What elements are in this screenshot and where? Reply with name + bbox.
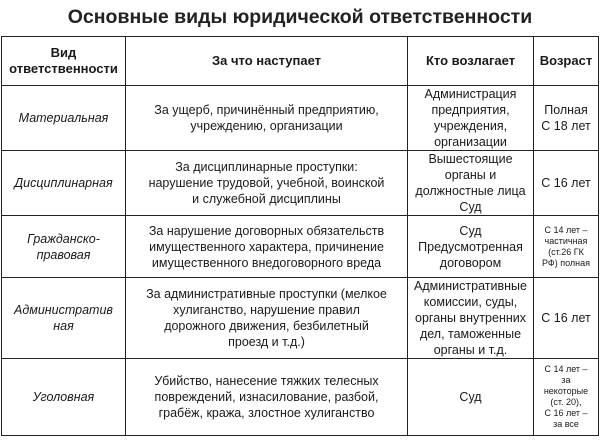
cell-kind: Административ ная xyxy=(2,278,126,359)
table-row xyxy=(2,216,599,278)
table-row xyxy=(2,151,599,216)
cell-reason: За нарушение договорных обязательств имущественного характера, причинение имущественного внедоговорного вреда xyxy=(126,216,408,278)
table-row xyxy=(2,278,599,359)
header-age: Возраст xyxy=(534,37,599,86)
cell-who: Вышестоящие органы и должностные лица Суд xyxy=(408,151,534,216)
table-row xyxy=(2,86,599,151)
table-row xyxy=(2,359,599,436)
cell-age: Полная С 18 лет xyxy=(534,86,599,151)
cell-reason: За административные проступки (мелкое хулиганство, нарушение правил дорожного движения, безбилетный проезд и т.д.) xyxy=(126,278,408,359)
cell-kind: Дисциплинарная xyxy=(2,151,126,216)
cell-age: С 16 лет xyxy=(534,151,599,216)
cell-reason: За дисциплинарные проступки: нарушение трудовой, учебной, воинской и служебной дисциплины xyxy=(126,151,408,216)
page-title: Основные виды юридической ответственности xyxy=(67,6,533,28)
cell-who: Суд Предусмотренная договором xyxy=(408,216,534,278)
cell-reason: Убийство, нанесение тяжких телесных повреждений, изнасилование, разбой, грабёж, кража, злостное хулиганство xyxy=(126,359,408,436)
header-reason: За что наступает xyxy=(126,37,408,86)
table-header-row xyxy=(2,37,599,86)
cell-kind: Гражданско- правовая xyxy=(2,216,126,278)
cell-who: Администрация предприятия, учреждения, организации xyxy=(408,86,534,151)
cell-who: Административные комиссии, суды, органы внутренних дел, таможенные органы и т.д. xyxy=(408,278,534,359)
cell-kind: Уголовная xyxy=(2,359,126,436)
cell-age: С 14 лет – частичная (ст.26 ГК РФ) полная xyxy=(534,216,599,278)
header-kind: Вид ответственности xyxy=(2,37,126,86)
responsibility-table xyxy=(1,36,599,436)
cell-kind: Материальная xyxy=(2,86,126,151)
cell-age: С 16 лет xyxy=(534,278,599,359)
header-who: Кто возлагает xyxy=(408,37,534,86)
cell-who: Суд xyxy=(408,359,534,436)
cell-reason: За ущерб, причинённый предприятию, учреждению, организации xyxy=(126,86,408,151)
cell-age: С 14 лет – за некоторые (ст. 20), С 16 лет – за все xyxy=(534,359,599,436)
